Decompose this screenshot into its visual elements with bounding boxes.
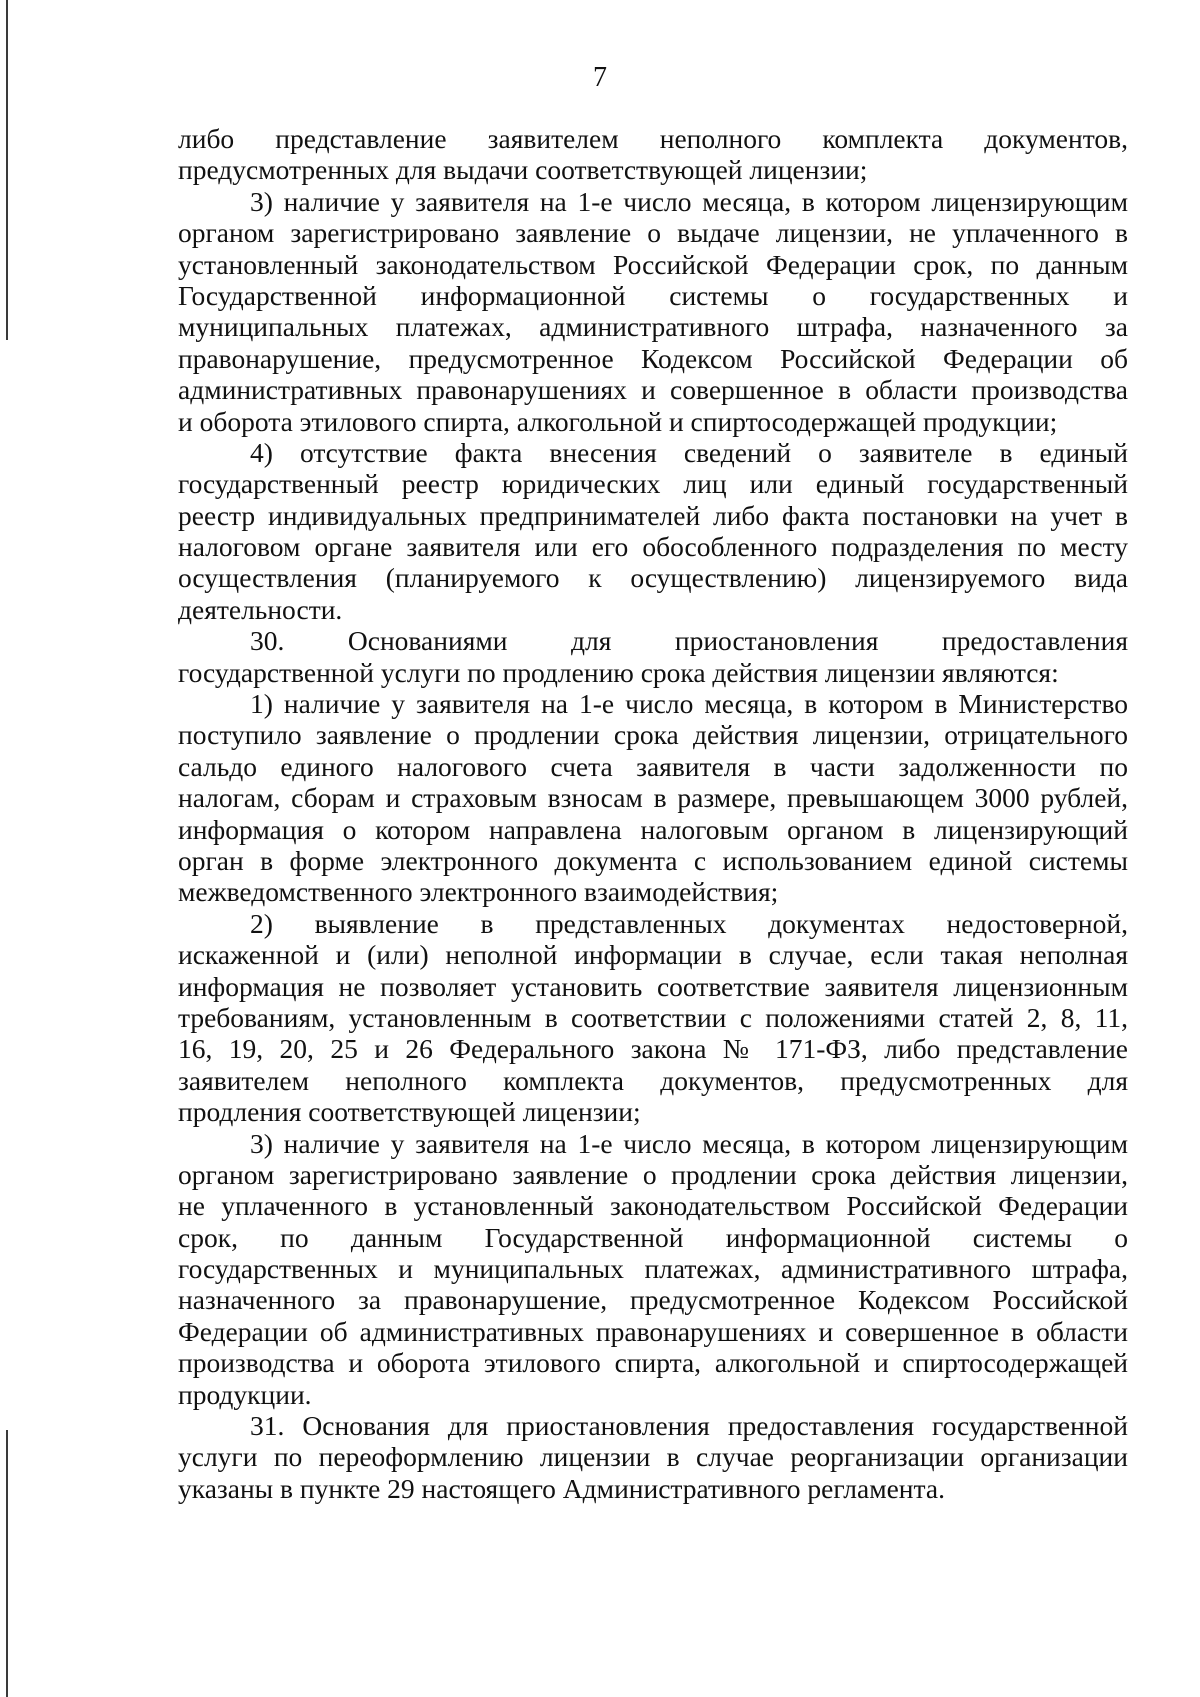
text-line: правонарушение, предусмотренное Кодексом Российской Федерации об [178, 342, 1128, 374]
text-line: 16, 19, 20, 25 и 26 Федерального закона № 171-ФЗ, либо представление [178, 1033, 1128, 1065]
page-number: 7 [593, 62, 607, 93]
text-line: деятельности. [178, 593, 343, 625]
paragraph-p0 [178, 123, 1128, 186]
text-line: 3) наличие у заявителя на 1-е число месяца, в котором лицензирующим [250, 185, 1128, 217]
paragraph-p6 [178, 1128, 1128, 1411]
text-line: указаны в пункте 29 настоящего Административного регламента. [178, 1472, 945, 1504]
paragraph-p2 [178, 437, 1128, 625]
text-line: реестр индивидуальных предпринимателей либо факта постановки на учет в [178, 499, 1128, 531]
text-line: 31. Основания для приостановления предоставления государственной [250, 1410, 1128, 1442]
text-line: установленный законодательством Российской Федерации срок, по данным [178, 248, 1128, 280]
text-line: продукции. [178, 1378, 312, 1410]
text-line: требованиям, установленным в соответствии с положениями статей 2, 8, 11, [178, 1001, 1128, 1033]
paragraph-p1 [178, 186, 1128, 437]
text-line: Государственной информационной системы о государственных и [178, 279, 1128, 311]
text-line: 3) наличие у заявителя на 1-е число месяца, в котором лицензирующим [250, 1127, 1128, 1159]
text-line: органом зарегистрировано заявление о выдаче лицензии, не уплаченного в [178, 217, 1128, 249]
text-line: 2) выявление в представленных документах недостоверной, [250, 907, 1128, 939]
text-line: производства и оборота этилового спирта, алкогольной и спиртосодержащей [178, 1347, 1128, 1379]
paragraph-p3 [178, 625, 1128, 688]
text-line: органом зарегистрировано заявление о продлении срока действия лицензии, [178, 1158, 1128, 1190]
text-line: информация о котором направлена налоговым органом в лицензирующий [178, 813, 1128, 845]
document-body [178, 123, 1128, 1504]
text-line: срок, по данным Государственной информационной системы о [178, 1221, 1128, 1253]
text-line: 30. Основаниями для приостановления предоставления [250, 625, 1128, 657]
paragraph-p7 [178, 1410, 1128, 1504]
text-line: продления соответствующей лицензии; [178, 1096, 641, 1128]
text-line: услуги по переоформлению лицензии в случае реорганизации организации [178, 1441, 1128, 1473]
text-line: назначенного за правонарушение, предусмотренное Кодексом Российской [178, 1284, 1128, 1316]
text-line: сальдо единого налогового счета заявителя в части задолженности по [178, 750, 1128, 782]
text-line: налогам, сборам и страховым взносам в размере, превышающем 3000 рублей, [178, 782, 1128, 814]
text-line: 4) отсутствие факта внесения сведений о заявителе в единый [250, 436, 1128, 468]
scan-edge-mark [6, 0, 8, 340]
text-line: осуществления (планируемого к осуществлению) лицензируемого вида [178, 562, 1128, 594]
text-line: не уплаченного в установленный законодательством Российской Федерации [178, 1190, 1128, 1222]
text-line: административных правонарушениях и совершенное в области производства [178, 374, 1128, 406]
paragraph-p5 [178, 908, 1128, 1128]
text-line: государственной услуги по продлению срока действия лицензии являются: [178, 656, 1059, 688]
text-line: поступило заявление о продлении срока действия лицензии, отрицательного [178, 719, 1128, 751]
text-line: межведомственного электронного взаимодействия; [178, 876, 779, 908]
text-line: 1) наличие у заявителя на 1-е число месяца, в котором в Министерство [250, 688, 1128, 720]
text-line: искаженной и (или) неполной информации в случае, если такая неполная [178, 939, 1128, 971]
text-line: либо представление заявителем неполного комплекта документов, [178, 123, 1128, 154]
text-line: государственных и муниципальных платежах, административного штрафа, [178, 1253, 1128, 1285]
text-line: предусмотренных для выдачи соответствующей лицензии; [178, 154, 868, 186]
scan-edge-mark-lower [6, 1430, 8, 1697]
text-line: налоговом органе заявителя или его обособленного подразделения по месту [178, 531, 1128, 563]
text-line: муниципальных платежах, административного штрафа, назначенного за [178, 311, 1128, 343]
text-line: информация не позволяет установить соответствие заявителя лицензионным [178, 970, 1128, 1002]
text-line: орган в форме электронного документа с использованием единой системы [178, 844, 1128, 876]
text-line: государственный реестр юридических лиц или единый государственный [178, 468, 1128, 500]
text-line: Федерации об административных правонарушениях и совершенное в области [178, 1315, 1128, 1347]
text-line: и оборота этилового спирта, алкогольной и спиртосодержащей продукции; [178, 405, 1058, 437]
text-line: заявителем неполного комплекта документов, предусмотренных для [178, 1064, 1128, 1096]
paragraph-p4 [178, 688, 1128, 908]
